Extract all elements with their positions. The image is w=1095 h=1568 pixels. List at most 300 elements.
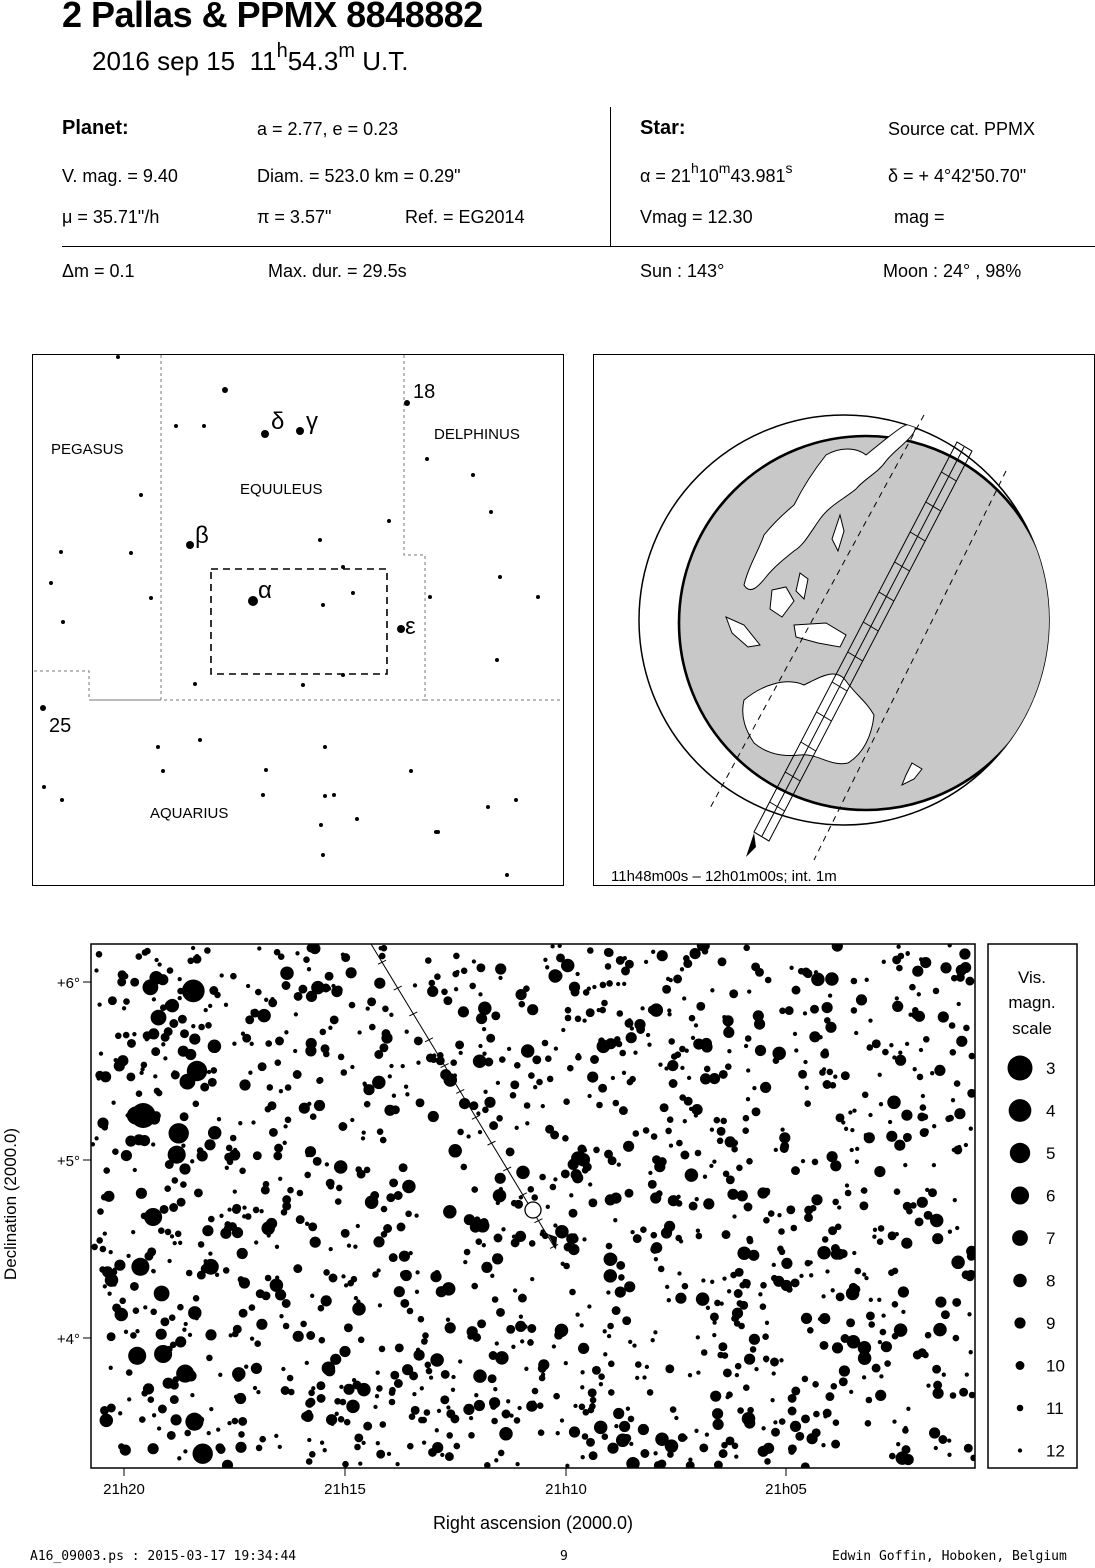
field-star [114,1060,125,1071]
field-star [218,1373,222,1377]
finder-star [397,625,405,633]
field-star [656,1190,663,1197]
field-star [527,1339,534,1346]
footer-page: 9 [560,1549,568,1564]
field-star [892,1301,899,1308]
field-star [130,1332,137,1339]
field-star [259,1209,263,1213]
field-star [688,1457,692,1461]
field-star [878,1073,882,1077]
field-star [587,1304,591,1308]
field-star [451,1388,455,1392]
field-star [603,1352,607,1356]
field-star [791,1166,800,1175]
field-star [235,1442,246,1453]
field-star [865,1420,872,1427]
field-star [527,1324,536,1333]
field-star [850,1128,854,1132]
field-star [653,1451,657,1455]
field-star [320,1029,327,1036]
field-star [205,1329,216,1340]
field-star [303,956,310,963]
field-star [165,1000,176,1011]
planet-vmag: V. mag. = 9.40 [62,166,178,186]
field-star [414,1350,425,1361]
planet-diameter: Diam. = 523.0 km = 0.29" [257,166,461,186]
field-star [409,1413,416,1420]
field-star [409,1251,413,1255]
field-star [103,1231,107,1235]
field-star [308,1222,317,1231]
star-ra [640,160,793,187]
field-star [903,1202,912,1211]
field-star [917,1197,928,1208]
field-star [590,1397,597,1404]
field-star [412,1392,416,1396]
field-star [571,1233,578,1240]
field-star [575,1054,582,1061]
page-title: 2 Pallas & PPMX 8848882 [62,0,483,35]
field-star [459,1051,463,1055]
field-star [255,989,262,996]
field-star [377,1128,384,1135]
field-star [754,1367,758,1371]
field-star [917,1074,924,1081]
field-star [851,1007,858,1014]
legend-mag-label: 10 [1046,1356,1065,1376]
field-star [846,1318,855,1327]
field-star [613,1408,624,1419]
field-star [190,1159,194,1163]
field-star [532,1055,541,1064]
field-star [458,1006,469,1017]
minute-unit: m [338,40,355,62]
field-star [879,1374,883,1378]
field-star [779,1358,783,1362]
field-star [896,1451,910,1465]
field-star [665,1364,674,1373]
field-star [395,1462,399,1466]
field-star [872,1364,881,1373]
legend-dot [1010,1143,1030,1163]
field-star [735,1363,742,1370]
bright-star [168,1146,186,1164]
field-star [461,1164,468,1171]
field-star [109,1250,113,1254]
field-star [872,1235,876,1239]
field-star [103,1167,110,1174]
field-star [925,1332,932,1339]
field-star [795,1388,799,1392]
field-star [91,1142,95,1146]
field-star [714,1300,721,1307]
field-star [361,1136,365,1140]
finder-star [248,596,258,606]
field-star [657,950,668,961]
ra-h-unit: h [690,160,699,176]
field-star [261,1186,270,1195]
field-star [425,1362,432,1369]
field-star [578,1343,589,1354]
field-star [773,1420,777,1424]
field-star [735,1373,739,1377]
field-star [580,1370,584,1374]
field-star [804,1213,813,1222]
field-star [617,1162,621,1166]
field-star [420,1417,427,1424]
field-star [195,1316,199,1320]
field-star [622,1316,631,1325]
field-star [469,983,476,990]
field-star [178,996,182,1000]
finder-star [264,768,268,772]
field-star [184,1430,191,1437]
field-star [381,945,388,952]
field-star [279,1314,283,1318]
field-star [275,1059,282,1066]
field-star [625,1189,634,1198]
field-star [242,1205,246,1209]
field-star [653,1330,657,1334]
field-star [275,1037,284,1046]
field-star [311,981,325,995]
field-star [352,1302,366,1316]
field-star [532,1388,539,1395]
field-star [139,1071,143,1075]
field-star [772,1263,776,1267]
field-star [689,1015,696,1022]
legend-mag-label: 9 [1046,1314,1056,1333]
field-star [638,1424,649,1435]
field-star [271,1000,275,1004]
field-star [623,956,627,960]
finder-chart [32,354,564,886]
field-star [575,972,579,976]
field-star [170,1381,179,1390]
field-star [188,1333,192,1337]
field-star [739,1301,748,1310]
field-star [476,1111,480,1115]
field-star [281,1367,285,1371]
field-star [820,1341,829,1350]
field-star [722,1276,726,1280]
bright-star [154,1286,170,1302]
field-star [154,958,158,962]
field-star [296,1215,305,1224]
field-star [338,1416,345,1423]
field-star [825,972,839,986]
field-star [768,1210,775,1217]
field-star [297,1190,304,1197]
field-star [718,1342,727,1351]
field-star [145,1037,149,1041]
field-star [511,1345,515,1349]
field-star [133,1134,144,1145]
finder-star [341,673,345,677]
field-star [624,1281,635,1292]
field-star [954,1080,961,1087]
ra-hours: α = 21 [640,166,691,186]
globe-caption: 11h48m00s – 12h01m00s; int. 1m [611,868,837,884]
field-star [969,1127,973,1131]
field-star [204,947,211,954]
field-star [446,1409,455,1418]
field-star [807,1433,818,1444]
hour-unit: h [276,40,288,62]
finder-star [351,591,355,595]
finder-star [186,541,194,549]
field-star [569,1289,576,1296]
field-star [913,1067,917,1071]
field-star [920,1128,929,1137]
field-star [841,1071,850,1080]
field-star [832,941,843,952]
field-star [732,1140,739,1147]
bright-star [185,1413,203,1431]
field-star [197,1147,204,1154]
field-star [313,1157,322,1166]
field-star [161,1042,165,1046]
field-star [935,1297,946,1308]
field-star [648,1005,657,1014]
field-star [691,1036,695,1040]
legend-dot [1014,1317,1025,1328]
finder-star [471,473,475,477]
field-star [951,975,958,982]
field-star [839,1377,848,1386]
field-star [809,1031,820,1042]
field-star [278,1445,282,1449]
field-star [612,1306,621,1315]
field-star [306,1458,313,1465]
field-star [362,1082,366,1086]
star-labels [195,408,416,640]
field-star [453,953,460,960]
finder-star [505,873,509,877]
field-star [515,1200,522,1207]
field-star [156,1090,163,1097]
field-star [837,1205,841,1209]
field-star [786,1205,795,1214]
footer-author: Edwin Goffin, Hoboken, Belgium [832,1549,1067,1564]
field-star [405,1211,412,1218]
field-star [835,1224,842,1231]
field-star [564,1361,568,1365]
field-star [932,1124,936,1128]
field-star [774,1148,778,1152]
field-star [361,1441,365,1445]
field-star [678,1433,687,1442]
field-star [501,1227,505,1231]
field-star [873,1228,877,1232]
field-star [785,1006,794,1015]
field-star [389,1399,396,1406]
field-star [429,980,436,987]
x-tick-2105: 21h05 [765,1481,807,1498]
field-star [605,963,612,970]
field-star [539,1174,546,1181]
finder-star [436,830,440,834]
field-star [822,1236,829,1243]
field-star [705,1432,709,1436]
field-star [550,944,554,948]
legend-mag-label: 3 [1046,1059,1056,1078]
bright-star [144,1208,162,1226]
field-star [580,1323,584,1327]
field-star [184,1322,188,1326]
field-star [401,1064,405,1068]
field-star [124,1330,128,1334]
field-star [130,1282,139,1291]
field-star [185,1049,196,1060]
field-star [792,986,801,995]
field-star [326,1179,335,1188]
field-star [317,1394,326,1403]
field-star [459,1098,470,1109]
field-star [573,1404,577,1408]
field-star [588,1182,592,1186]
field-star [119,1298,126,1305]
field-star [454,1443,461,1450]
event-hour: 11 [249,46,277,76]
finder-star [489,510,493,514]
field-star [788,1448,795,1455]
field-star [752,1107,761,1116]
field-star [513,1288,517,1292]
y-tick-6: +6° [56,975,80,992]
field-star [273,1151,282,1160]
field-star [614,1036,621,1043]
field-star [669,1079,678,1088]
field-star [343,1384,354,1395]
legend-dot [1008,1056,1033,1081]
field-star [495,963,506,974]
field-star [970,1455,977,1462]
field-star [742,1279,751,1288]
field-star [287,1187,294,1194]
field-star [628,1416,635,1423]
field-star [892,1419,896,1423]
field-star [340,1399,347,1406]
field-star [761,1426,765,1430]
field-star [307,944,316,953]
field-star [745,1204,752,1211]
field-star [232,1367,246,1381]
field-star [882,1049,889,1056]
finder-star [301,683,305,687]
field-star [565,1007,572,1014]
field-star [941,1310,950,1319]
field-star [528,1072,535,1079]
field-star [471,1283,478,1290]
field-star [294,1012,298,1016]
field-star [422,1332,429,1339]
field-star [884,1360,891,1367]
field-star [183,1449,187,1453]
field-star [381,1206,388,1213]
field-star [906,1407,910,1411]
field-star [600,982,607,989]
field-star [441,989,448,996]
field-star [374,978,385,989]
field-star [216,1427,220,1431]
field-star [771,1428,780,1437]
field-star [220,973,224,977]
field-star [626,1407,630,1411]
legend-mag-label: 11 [1046,1399,1064,1418]
field-star [561,1028,565,1032]
field-star [204,1139,215,1150]
field-star [356,1299,360,1303]
field-star [732,1443,739,1450]
field-star [714,1117,721,1124]
field-star [954,1108,965,1119]
field-star [233,1189,237,1193]
field-star [864,1132,875,1143]
field-star [685,1168,699,1182]
field-star [507,1047,511,1051]
field-star [608,1361,615,1368]
field-star [895,1055,906,1066]
field-star [97,1076,101,1080]
field-star [586,1008,595,1017]
field-star [490,1403,497,1410]
field-star [855,1268,862,1275]
field-star [230,1135,237,1142]
field-star [543,958,547,962]
field-star [214,992,221,999]
finder-star [425,457,429,461]
field-star [533,1085,537,1089]
field-star [495,1341,499,1345]
field-star [514,1417,521,1424]
field-star [524,1367,528,1371]
field-star [598,1373,605,1380]
field-star [249,1304,256,1311]
field-star [389,1013,393,1017]
field-star [379,1346,386,1353]
field-star [696,1292,710,1306]
field-star [468,1432,475,1439]
field-star [878,1340,882,1344]
field-star [388,1074,392,1078]
field-star [94,1136,98,1140]
field-star [428,1111,439,1122]
field-star [965,1372,969,1376]
field-star [476,1238,483,1245]
field-star [606,980,613,987]
field-star [928,1188,937,1197]
field-star [122,1006,126,1010]
field-star [877,1238,884,1245]
constellation-labels [51,426,520,822]
field-star [721,1442,728,1449]
field-star [373,1405,377,1409]
finder-star [486,805,490,809]
field-star [712,1333,716,1337]
field-star [930,1214,944,1228]
field-star [643,1127,650,1134]
field-star [437,1356,444,1363]
field-star [416,1098,425,1107]
field-star [947,1115,954,1122]
field-star [868,1018,872,1022]
field-star [706,1306,710,1310]
bright-star [180,1074,196,1090]
field-star [887,1096,901,1110]
field-star [268,1101,277,1110]
finder-star [495,658,499,662]
